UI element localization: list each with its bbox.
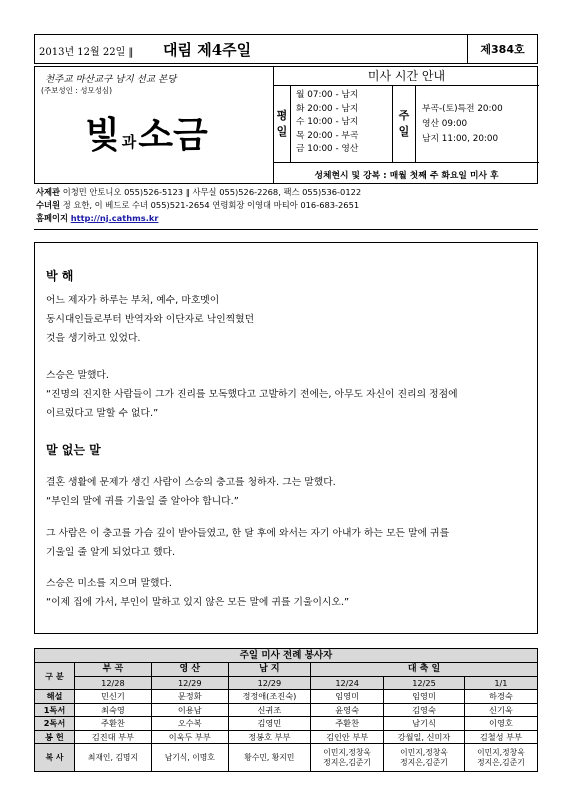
weekday-mass-item: 목 20:00 - 부곡 bbox=[296, 130, 359, 141]
mass-schedule-body bbox=[274, 86, 539, 163]
bulletin-header bbox=[34, 34, 538, 64]
liturgy-volunteer-table bbox=[34, 648, 538, 772]
issue-date: 2013년 12월 22일 ‖ bbox=[39, 47, 134, 58]
date-header: 12/29 bbox=[151, 676, 228, 690]
table-row: 봉 헌 김진대 부부 이욱두 부부 정봉호 부부 김인안 부부 강월일, 신미자 김철성 부부 bbox=[35, 730, 538, 744]
sunday-mass-item: 영산 09:00 bbox=[422, 119, 468, 129]
article-paragraph: 결혼 생활에 문제가 생긴 사람이 스승의 충고를 청하자. 그는 말했다. “부인의 말에 귀를 기울일 줄 알아야 합니다.” bbox=[46, 477, 336, 507]
sunday-mass-list bbox=[422, 102, 503, 147]
table-row: 해설 민신기 문정화 정정애(조진숙) 임영미 임영미 하경숙 bbox=[35, 690, 538, 704]
weekday-mass-item: 수 10:00 - 남지 bbox=[296, 117, 359, 127]
liturgical-title: 대림 제4주일 bbox=[163, 41, 252, 59]
table-row: 복 사 최재인, 김명지 남기식, 이명호 황수민, 황지민 이민지,정창욱 정지은,김준기 이민지,정창욱 정지은,김준기 이민지,정창욱 정지은,김준기 bbox=[35, 744, 538, 772]
date-header: 12/29 bbox=[228, 676, 310, 690]
weekday-mass-item: 금 10:00 - 영산 bbox=[296, 144, 359, 154]
table-header-label: 구 분 bbox=[35, 663, 75, 690]
table-title: 주일 미사 전례 봉사자 bbox=[35, 649, 538, 663]
mass-schedule bbox=[273, 67, 539, 183]
parish-header: 부 곡 bbox=[75, 663, 152, 677]
weekday-label: 평 일 bbox=[274, 86, 291, 162]
sunday-mass-item: 부곡-(토)특전 20:00 bbox=[422, 104, 503, 114]
patron-saint: (주보성인 : 성모성심) bbox=[41, 86, 113, 95]
homepage-link[interactable]: http://nj.cathms.kr bbox=[70, 213, 159, 223]
mass-schedule-title: 미사 시간 안내 bbox=[274, 67, 539, 86]
weekday-mass-list bbox=[296, 89, 358, 157]
logo-word-1: 빛 bbox=[85, 114, 120, 156]
article-heading-persecution: 박 해 bbox=[46, 269, 74, 283]
logo-conjunction: 과 bbox=[121, 133, 137, 151]
contact-line-convent: 수녀원 정 요한, 이 베드로 수녀 055)521-2654 연령회장 이영대 마티아 016-683-2651 bbox=[36, 200, 360, 210]
sunday-label: 주 일 bbox=[392, 86, 416, 162]
date-header: 1/1 bbox=[464, 676, 537, 690]
date-header: 12/28 bbox=[75, 676, 152, 690]
parish-header: 대 축 일 bbox=[311, 663, 538, 677]
parish-name: 천주교 마산교구 남지 선교 본당 bbox=[45, 74, 177, 85]
date-header: 12/25 bbox=[384, 676, 465, 690]
weekday-mass-item: 월 07:00 - 남지 bbox=[296, 90, 359, 100]
parish-header: 남 지 bbox=[228, 663, 310, 677]
table-row: 1독서 최숙영 이용남 신귀조 윤영숙 김영숙 신기욱 bbox=[35, 703, 538, 717]
article-paragraph: 그 사람은 이 충고를 가슴 깊이 받아들였고, 한 달 후에 와서는 자기 아내가 하는 모든 말에 귀를 기울일 줄 알게 되었다고 했다. bbox=[46, 528, 450, 558]
article-paragraph: 어느 제자가 하루는 부처, 예수, 마호멧이 동시대인들로부터 반역자와 이단자로 낙인찍혔던 것을 생기하고 있었다. bbox=[46, 295, 255, 344]
masthead bbox=[34, 66, 538, 184]
contact-info bbox=[34, 186, 538, 230]
sunday-mass-item: 남지 11:00, 20:00 bbox=[422, 134, 499, 144]
article-heading-silent-words: 말 없는 말 bbox=[46, 443, 101, 457]
article-paragraph: 스승은 미소를 지으며 말했다. “이제 집에 가서, 부인이 말하고 있지 않은 모든 말에 귀를 기울이시오.” bbox=[46, 578, 350, 608]
issue-number: 제384호 bbox=[467, 35, 537, 63]
logo-word-2: 소금 bbox=[138, 114, 208, 156]
bulletin-logo bbox=[85, 107, 208, 158]
contact-line-homepage: 홈페이지 http://nj.cathms.kr bbox=[36, 213, 159, 223]
article-box bbox=[34, 242, 538, 634]
date-header: 12/24 bbox=[311, 676, 384, 690]
article-paragraph: 스승은 말했다. “진명의 진지한 사람들이 그가 진리를 모독했다고 고발하기 전에는, 아무도 자신이 진리의 정점에 이르렀다고 말할 수 없다.” bbox=[46, 370, 458, 419]
contact-line-rectory: 사제관 이청민 안토니오 055)526-5123 ‖ 사무실 055)526-2268, 팩스 055)536-0122 bbox=[36, 187, 362, 197]
adoration-notice: 성체현시 및 강복 : 매월 첫째 주 화요일 미사 후 bbox=[314, 170, 499, 181]
parish-branding bbox=[35, 67, 273, 183]
parish-header: 영 산 bbox=[151, 663, 228, 677]
weekday-mass-item: 화 20:00 - 남지 bbox=[296, 103, 359, 114]
table-row: 2독서 주환찬 오수복 김영민 주환찬 남기식 이영호 bbox=[35, 717, 538, 731]
